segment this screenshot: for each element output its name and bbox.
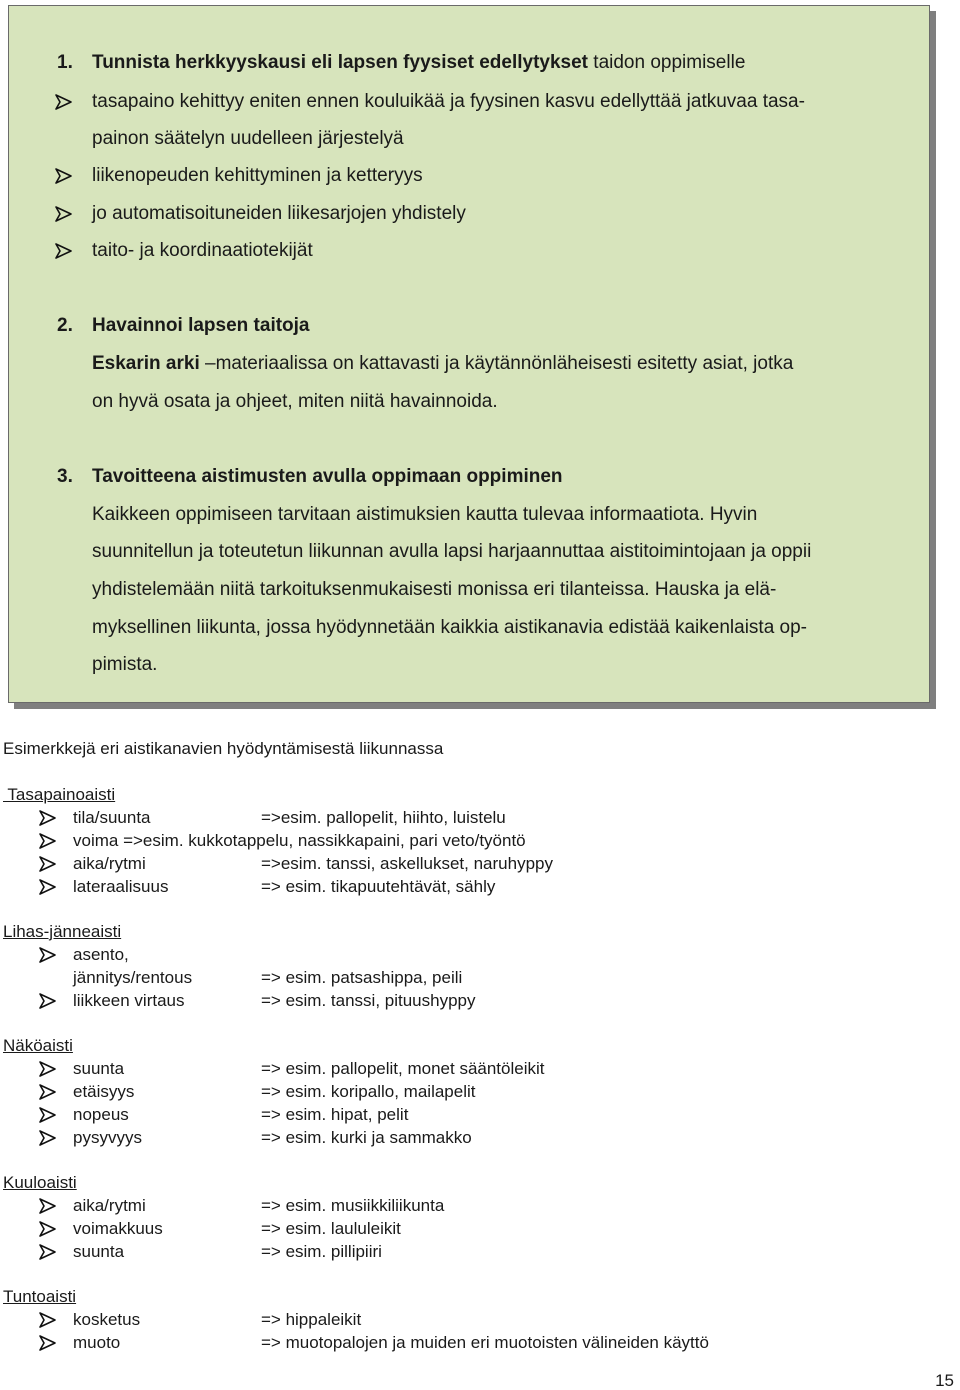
sense-example: => muotopalojen ja muiden eri muotoisten välineiden käyttö [261,1333,709,1352]
sense-label: nopeus [73,1105,129,1124]
arrow-bullet-icon [38,1128,58,1148]
sense-example: => hippaleikit [261,1310,362,1329]
arrow-bullet-icon [38,1196,58,1216]
arrow-bullet-icon [38,1310,58,1330]
arrow-bullet-icon [38,1082,58,1102]
arrow-bullet-icon [38,808,58,828]
sense-example: =>esim. pallopelit, hiihto, luistelu [261,808,506,827]
item3-text-line: Kaikkeen oppimiseen tarvitaan aistimuksien kautta tulevaa informaatiota. Hyvin [92,504,758,525]
sense-label: kosketus [73,1310,141,1329]
sense-example: => esim. pillipiiri [261,1242,382,1261]
item1-bullet: taito- ja koordinaatiotekijät [92,240,313,261]
sense-example: => esim. pallopelit, monet sääntöleikit [261,1059,545,1078]
sense-example: =>esim. tanssi, askellukset, naruhyppy [261,854,553,873]
arrow-bullet-icon [38,1219,58,1239]
item3-text-line: pimista. [92,654,158,675]
sense-label: etäisyys [73,1082,135,1101]
sense-label: asento, [73,945,129,964]
item2-lead: Eskarin arki [92,353,200,374]
item1-title-rest: taidon oppimiselle [588,52,746,73]
sense-example: => esim. kurki ja sammakko [261,1128,472,1147]
sense-label: aika/rytmi [73,1196,146,1215]
item1-bullet: tasapaino kehittyy eniten ennen kouluikää ja fyysinen kasvu edellyttää jatkuvaa tasa- [92,91,805,112]
item1-title: Tunnista herkkyyskausi eli lapsen fyysiset edellytykset [92,52,589,73]
sense-label: voima =>esim. kukkotappelu, nassikkapaini, pari veto/työntö [73,831,526,850]
sense-example: => esim. patsashippa, peili [261,968,463,987]
sense-label: liikkeen virtaus [73,991,185,1010]
section-title: Tuntoaisti [3,1287,77,1306]
sense-label: suunta [73,1242,125,1261]
sense-label: jännitys/rentous [73,968,193,987]
item3-number: 3. [57,466,73,487]
sense-example: => esim. koripallo, mailapelit [261,1082,476,1101]
sense-label: pysyvyys [73,1128,142,1147]
item1-bullet: liikenopeuden kehittyminen ja ketteryys [92,165,423,186]
arrow-bullet-icon [38,854,58,874]
arrow-bullet-icon [54,241,74,261]
item1-heading [92,52,745,74]
item3-title: Tavoitteena aistimusten avulla oppimaan oppiminen [92,466,563,487]
arrow-bullet-icon [38,1242,58,1262]
item1-bullet-continuation: painon säätelyn uudelleen järjestelyä [92,128,404,149]
item2-text-line [92,353,793,375]
section-title: Kuuloaisti [3,1173,77,1192]
item3-text-line: suunnitellun ja toteutetun liikunnan avulla lapsi harjaannuttaa aistitoimintojaan ja oppii [92,541,812,562]
sense-example: => esim. musiikkiliikunta [261,1196,445,1215]
arrow-bullet-icon [38,945,58,965]
sense-label: lateraalisuus [73,877,169,896]
arrow-bullet-icon [38,877,58,897]
item3-text-line: myksellinen liikunta, jossa hyödynnetään kaikkia aistikanavia edistää kaikenlaista op- [92,617,808,638]
sense-label: voimakkuus [73,1219,163,1238]
page-number: 15 [935,1371,954,1390]
section-title: Näköaisti [3,1036,73,1055]
item2-line1: –materiaalissa on kattavasti ja käytännönläheisesti esitetty asiat, jotka [199,353,794,374]
arrow-bullet-icon [54,92,74,112]
item1-bullet: jo automatisoituneiden liikesarjojen yhdistely [92,203,466,224]
examples-heading: Esimerkkejä eri aistikanavien hyödyntämisestä liikunnassa [3,739,444,758]
arrow-bullet-icon [38,1105,58,1125]
sense-example: => esim. hipat, pelit [261,1105,409,1124]
sense-label: muoto [73,1333,121,1352]
arrow-bullet-icon [54,166,74,186]
sense-label: aika/rytmi [73,854,146,873]
sense-example: => esim. tanssi, pituushyppy [261,991,476,1010]
item3-text-line: yhdistelemään niitä tarkoituksenmukaisesti monissa eri tilanteissa. Hauska ja elä- [92,579,777,600]
sense-example: => esim. laululeikit [261,1219,401,1238]
item2-number: 2. [57,315,73,336]
sense-example: => esim. tikapuutehtävät, sähly [261,877,496,896]
sense-label: suunta [73,1059,125,1078]
arrow-bullet-icon [38,991,58,1011]
arrow-bullet-icon [38,831,58,851]
section-title: Lihas-jänneaisti [3,922,122,941]
section-title: Tasapainoaisti [3,785,116,804]
item2-title: Havainnoi lapsen taitoja [92,315,310,336]
arrow-bullet-icon [38,1333,58,1353]
item1-number: 1. [57,52,73,73]
arrow-bullet-icon [54,204,74,224]
arrow-bullet-icon [38,1059,58,1079]
sense-label: tila/suunta [73,808,151,827]
item2-text-line: on hyvä osata ja ohjeet, miten niitä havainnoida. [92,391,498,412]
